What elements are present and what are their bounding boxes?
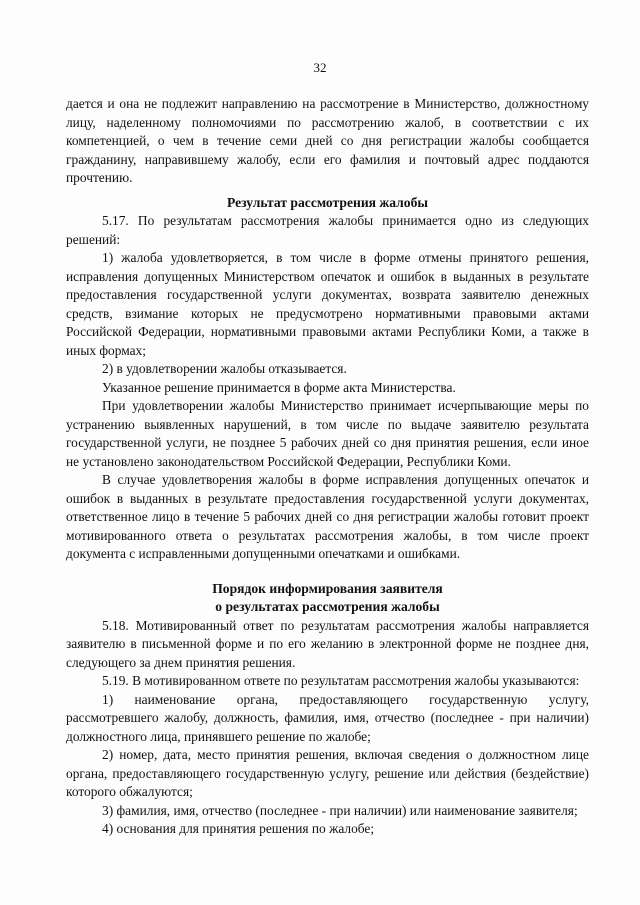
- section-heading: Порядок информирования заявителя: [212, 580, 443, 596]
- paragraph: При удовлетворении жалобы Министерство принимает исчерпывающие меры по устранению выявленных нарушений, в том числе по выдаче заявителю результата государственной услуги, не позднее 5 рабочих дней со дня принятия решения, если иное не установлено законодательством Российской Федерации, Республики Коми.: [66, 398, 589, 469]
- paragraph: 5.18. Мотивированный ответ по результатам рассмотрения жалобы направляется заявителю в письменной форме и по его желанию в электронной форме не позднее дня, следующего за днем принятия решения.: [66, 617, 589, 670]
- paragraph: 4) основания для принятия решения по жалобе;: [102, 821, 375, 836]
- paragraph: 2) в удовлетворении жалобы отказывается.: [102, 361, 347, 376]
- section-heading: Результат рассмотрения жалобы: [226, 194, 429, 210]
- paragraph: 5.17. По результатам рассмотрения жалобы принимается одно из следующих решений:: [66, 213, 589, 247]
- paragraph: 3) фамилия, имя, отчество (последнее - при наличии) или наименование заявителя;: [102, 802, 578, 818]
- paragraph: Указанное решение принимается в форме акта Министерства.: [102, 379, 456, 395]
- paragraph: 2) номер, дата, место принятия решения, включая сведения о должностном лице органа, предоставляющего государственную услугу, решение или действия (бездействие) которого обжалуются;: [66, 747, 589, 799]
- paragraph: 1) наименование органа, предоставляющего государственную услугу, рассмотревшего жалобу, должность, фамилия, имя, отчество (последнее - при наличии) должностного лица, принявшего решение по жалобе;: [66, 691, 589, 744]
- document-body: [66, 95, 589, 839]
- paragraph: 5.19. В мотивированном ответе по результатам рассмотрения жалобы указываются:: [102, 673, 580, 688]
- section-heading: о результатах рассмотрения жалобы: [215, 599, 440, 614]
- spacer: [66, 564, 589, 580]
- paragraph: 1) жалоба удовлетворяется, в том числе в форме отмены принятого решения, исправления допущенных Министерством опечаток и ошибок в выданных в результате предоставления государственной услуги документах, возврата заявителю денежных средств, взимание которых не предусмотрено нормативными правовыми актами Российской Федерации, нормативными правовыми актами Республики Коми, а также в иных формах;: [66, 250, 589, 358]
- paragraph: В случае удовлетворения жалобы в форме исправления допущенных опечаток и ошибок в выданных в результате предоставления государственной услуги документах, ответственное лицо в течение 5 рабочих дней со дня регистрации жалобы готовит проект мотивированного ответа о результатах рассмотрения жалобы, в том числе проект документа с исправленными допущенными опечатками и ошибками.: [66, 472, 589, 561]
- page-number: 32: [313, 60, 327, 75]
- paragraph: дается и она не подлежит направлению на рассмотрение в Министерство, должностному лицу, наделенному полномочиями по рассмотрению жалоб, в соответствии с их компетенцией, о чем в течение семи дней со дня регистрации жалобы сообщается гражданину, направившему жалобу, если его фамилия и почтовый адрес поддаются прочтению.: [66, 96, 589, 185]
